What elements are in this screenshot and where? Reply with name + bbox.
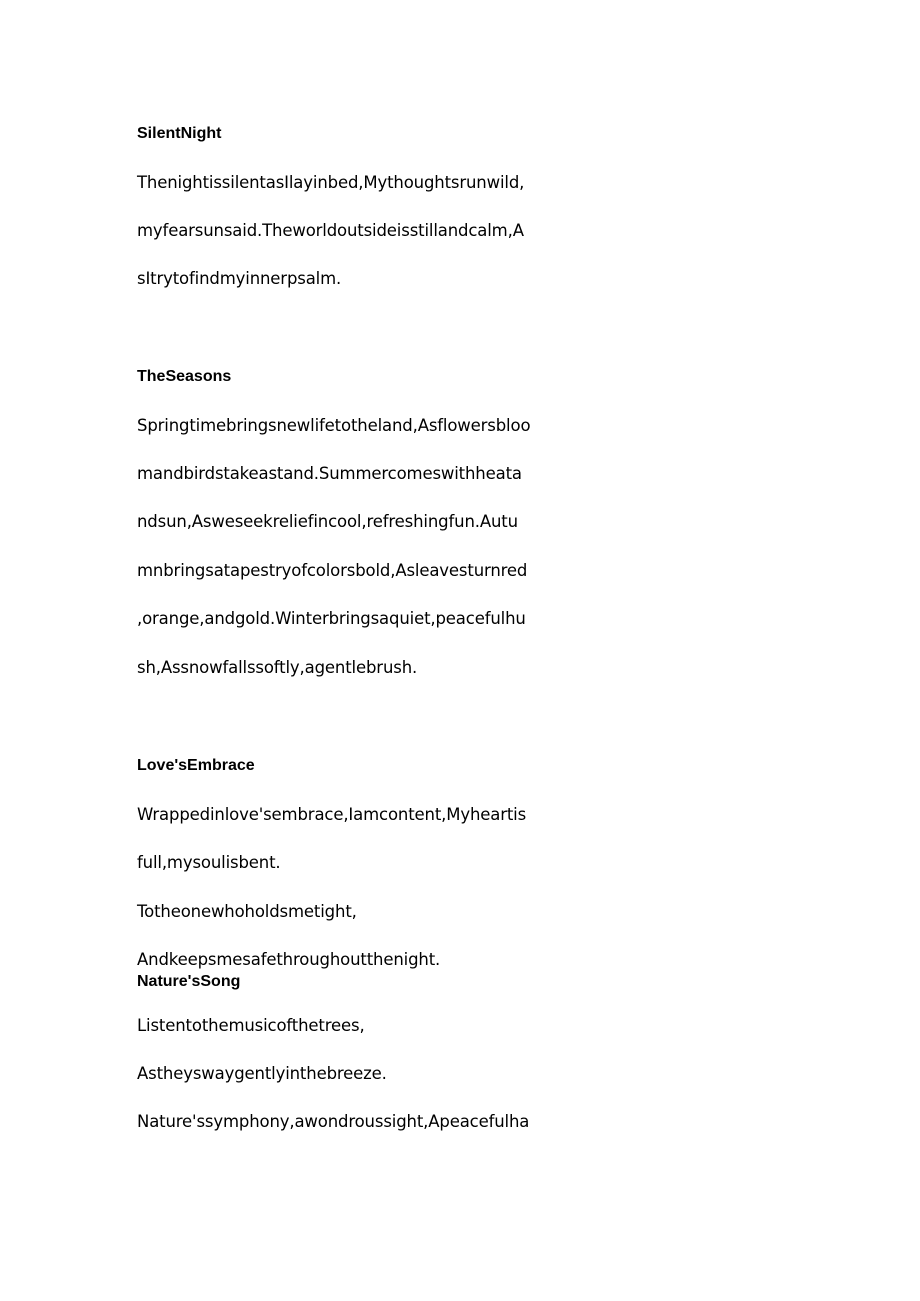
poem-line: Springtimebringsnewlifetotheland,Asflowersbloo [137,416,531,435]
section-title-natures-song: Nature'sSong [137,973,241,990]
section-title-the-seasons: TheSeasons [137,368,232,385]
poem-line: Nature'ssymphony,awondroussight,Apeacefulha [137,1112,530,1131]
poem-line: myfearsunsaid.Theworldoutsideisstillandcalm,A [137,221,524,240]
poem-line: Wrappedinlove'sembrace,Iamcontent,Myheartis [137,805,527,824]
poem-line: Astheyswaygentlyinthebreeze. [137,1064,387,1083]
poem-line: mnbringsatapestryofcolorsbold,Asleavesturnred [137,561,528,580]
poem-line: ndsun,Asweseekreliefincool,refreshingfun.Autu [137,512,518,531]
poem-line: Andkeepsmesafethroughoutthenight. [137,950,441,969]
poem-line: ,orange,andgold.Winterbringsaquiet,peacefulhu [137,609,526,628]
poem-line: sh,Assnowfallssoftly,agentlebrush. [137,658,418,677]
poem-line: sItrytofindmyinnerpsalm. [137,269,342,288]
poem-line: Listentothemusicofthetrees, [137,1016,365,1035]
poem-line: Totheonewhoholdsmetight, [137,902,357,921]
poem-line: ThenightissilentasIlayinbed,Mythoughtsrunwild, [137,173,525,192]
section-title-silent-night: SilentNight [137,125,222,142]
poem-line: full,mysoulisbent. [137,853,281,872]
poem-line: mandbirdstakeastand.Summercomeswithheata [137,464,522,483]
section-title-loves-embrace: Love'sEmbrace [137,757,255,774]
